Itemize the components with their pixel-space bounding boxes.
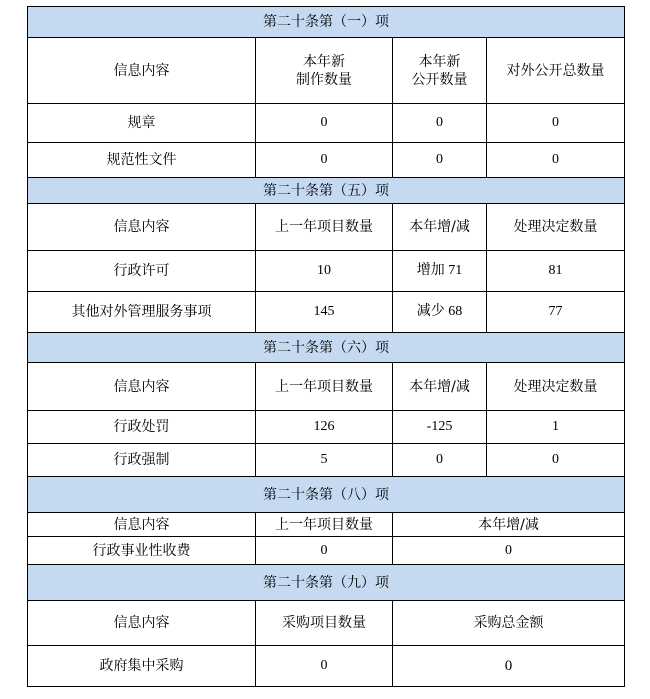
- header-cell: 信息内容: [28, 601, 256, 646]
- header-cell: 本年新 公开数量: [393, 38, 487, 104]
- header-cell: 本年增/减: [393, 204, 487, 251]
- disclosure-table: [27, 6, 625, 687]
- table-row: [28, 292, 625, 333]
- table-row: [28, 143, 625, 178]
- value-cell: 0: [393, 646, 625, 687]
- table-row: [28, 251, 625, 292]
- header-cell: 采购总金额: [393, 601, 625, 646]
- header-cell: 上一年项目数量: [256, 363, 393, 411]
- table-row: [28, 646, 625, 687]
- header-row: [28, 601, 625, 646]
- value-cell: 0: [256, 143, 393, 178]
- header-cell: 本年增/减: [393, 363, 487, 411]
- row-label: 行政处罚: [28, 411, 256, 444]
- value-cell: 0: [393, 143, 487, 178]
- row-label: 规范性文件: [28, 143, 256, 178]
- value-cell: 0: [487, 143, 625, 178]
- table-row: [28, 411, 625, 444]
- value-cell: 0: [393, 104, 487, 143]
- header-cell: 信息内容: [28, 204, 256, 251]
- section-title: 第二十条第（六）项: [28, 333, 625, 363]
- section-title: 第二十条第（一）项: [28, 7, 625, 38]
- header-cell: 采购项目数量: [256, 601, 393, 646]
- table-row: [28, 104, 625, 143]
- value-cell: 减少 68: [393, 292, 487, 333]
- value-cell: 10: [256, 251, 393, 292]
- section-header-8: [28, 477, 625, 513]
- value-cell: 77: [487, 292, 625, 333]
- section-header-1: [28, 7, 625, 38]
- table-row: [28, 537, 625, 565]
- value-cell: 0: [393, 537, 625, 565]
- section-header-5: [28, 178, 625, 204]
- row-label: 行政事业性收费: [28, 537, 256, 565]
- header-row: [28, 38, 625, 104]
- header-row: [28, 204, 625, 251]
- header-cell: 对外公开总数量: [487, 38, 625, 104]
- section-header-6: [28, 333, 625, 363]
- value-cell: 0: [393, 444, 487, 477]
- value-cell: 0: [256, 646, 393, 687]
- header-row: [28, 363, 625, 411]
- header-cell: 上一年项目数量: [256, 204, 393, 251]
- value-cell: 0: [256, 537, 393, 565]
- header-cell: 信息内容: [28, 38, 256, 104]
- section-title: 第二十条第（九）项: [28, 565, 625, 601]
- header-row: [28, 513, 625, 537]
- value-cell: 增加 71: [393, 251, 487, 292]
- header-cell: 本年新 制作数量: [256, 38, 393, 104]
- header-cell: 上一年项目数量: [256, 513, 393, 537]
- row-label: 其他对外管理服务事项: [28, 292, 256, 333]
- row-label: 行政强制: [28, 444, 256, 477]
- section-title: 第二十条第（八）项: [28, 477, 625, 513]
- value-cell: 5: [256, 444, 393, 477]
- value-cell: 0: [256, 104, 393, 143]
- row-label: 行政许可: [28, 251, 256, 292]
- table-row: [28, 444, 625, 477]
- value-cell: 81: [487, 251, 625, 292]
- header-cell: 处理决定数量: [487, 363, 625, 411]
- value-cell: 126: [256, 411, 393, 444]
- section-title: 第二十条第（五）项: [28, 178, 625, 204]
- value-cell: 0: [487, 104, 625, 143]
- value-cell: 0: [487, 444, 625, 477]
- section-header-9: [28, 565, 625, 601]
- row-label: 规章: [28, 104, 256, 143]
- row-label: 政府集中采购: [28, 646, 256, 687]
- value-cell: 1: [487, 411, 625, 444]
- header-cell: 本年增/减: [393, 513, 625, 537]
- value-cell: -125: [393, 411, 487, 444]
- header-cell: 信息内容: [28, 513, 256, 537]
- header-cell: 处理决定数量: [487, 204, 625, 251]
- header-cell: 信息内容: [28, 363, 256, 411]
- value-cell: 145: [256, 292, 393, 333]
